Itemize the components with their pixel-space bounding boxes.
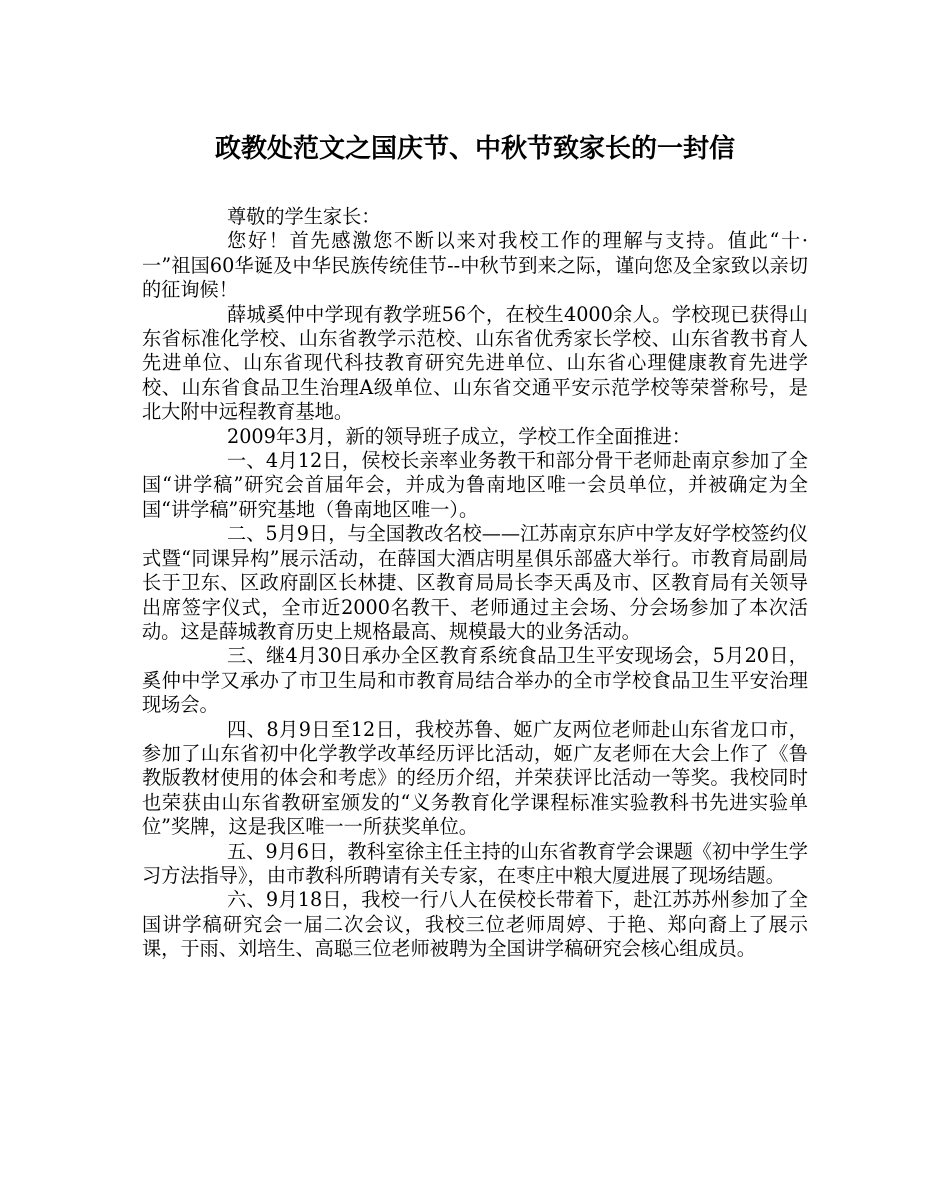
paragraph-item-4: 四、8月9日至12日，我校苏鲁、姬广友两位老师赴山东省龙口市，参加了山东省初中化学教学改革经历评比活动，姬广友老师在大会上作了《鲁教版教材使用的体会和考虑》的经历介绍，并荣获评比活动一等奖。我校同时也荣获由山东省教研室颁发的“义务教育化学课程标准实验教科书先进实验单位”奖牌，这是我区唯一一所获奖单位。	[142, 717, 808, 839]
paragraph-item-6: 六、9月18日，我校一行八人在侯校长带着下，赴江苏苏州参加了全国讲学稿研究会一届二次会议，我校三位老师周婷、于艳、郑向裔上了展示课，于雨、刘培生、高聪三位老师被聘为全国讲学稿研究会核心组成员。	[142, 888, 808, 961]
paragraph-item-5: 五、9月6日，教科室徐主任主持的山东省教育学会课题《初中学生学习方法指导》，由市教科所聘请有关专家，在枣庄中粮大厦进展了现场结题。	[142, 839, 808, 887]
paragraph-overview: 2009年3月，新的领导班子成立，学校工作全面推进：	[227, 424, 691, 448]
paragraph-opening: 您好！首先感激您不断以来对我校工作的理解与支持。值此“十·一”祖国60华诞及中华民族传统佳节--中秋节到来之际，谨向您及全家致以亲切的征询候！	[142, 229, 808, 302]
paragraph-item-2: 二、5月9日，与全国教改名校——江苏南京东庐中学友好学校签约仪式暨“同课异构”展示活动，在薛国大酒店明星俱乐部盛大举行。市教育局副局长于卫东、区政府副区长林捷、区教育局局长李天禹及市、区教育局有关领导出席签字仪式，全市近2000名教干、老师通过主会场、分会场参加了本次活动。这是薛城教育历史上规格最高、规模最大的业务活动。	[142, 522, 808, 643]
letter-body	[142, 205, 808, 962]
paragraph-item-1: 一、4月12日，侯校长亲率业务教干和部分骨干老师赴南京参加了全国“讲学稿”研究会首届年会，并成为鲁南地区唯一会员单位，并被确定为全国“讲学稿”研究基地（鲁南地区唯一）。	[142, 449, 808, 521]
paragraph-item-3: 三、继4月30日承办全区教育系统食品卫生平安现场会，5月20日，奚仲中学又承办了市卫生局和市教育局结合举办的全市学校食品卫生平安治理现场会。	[142, 644, 808, 717]
greeting-line: 尊敬的学生家长：	[227, 205, 381, 228]
paragraph-school-intro: 薛城奚仲中学现有教学班56个，在校生4000余人。学校现已获得山东省标准化学校、山东省教学示范校、山东省优秀家长学校、山东省教书育人先进单位、山东省现代科技教育研究先进单位、山东省心理健康教育先进学校、山东省食品卫生治理A级单位、山东省交通平安示范学校等荣誉称号，是北大附中远程教育基地。	[142, 302, 808, 424]
document-title: 政教处范文之国庆节、中秋节致家长的一封信	[214, 134, 735, 164]
